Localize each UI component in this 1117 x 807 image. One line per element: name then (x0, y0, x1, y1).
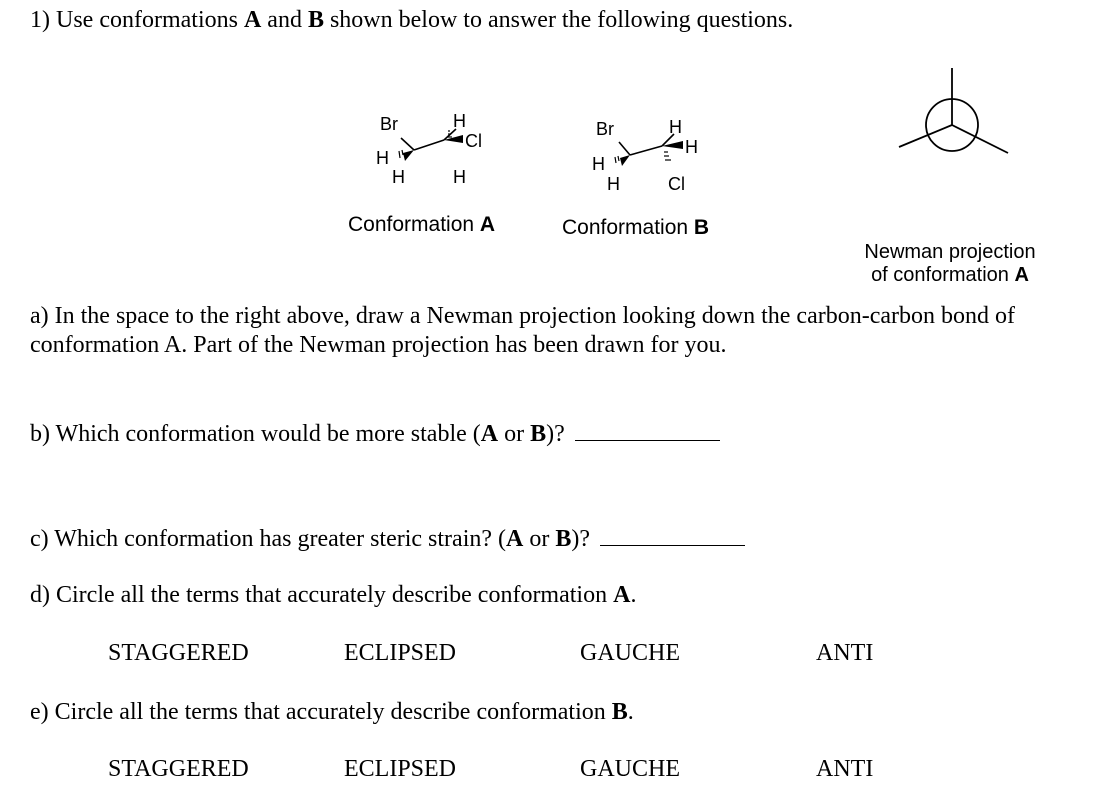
part-d-question: d) Circle all the terms that accurately describe conformation A. (30, 582, 637, 608)
caption-newman-line1: Newman projection (864, 241, 1036, 263)
part-b-question: b) Which conformation would be more stable (A or B)? (30, 418, 720, 449)
conformation-b-hash-down (664, 152, 671, 160)
term-d-anti[interactable]: ANTI (816, 640, 874, 666)
caption-newman (857, 241, 1043, 287)
term-d-eclipsed[interactable]: ECLIPSED (344, 640, 457, 666)
atom-b-h-top: H (669, 117, 682, 137)
part-a-line1: a) In the space to the right above, draw a Newman projection looking down the carbon-carbon bond of (30, 303, 1016, 329)
atom-b-cl: Cl (668, 174, 685, 194)
atom-a-h-top: H (453, 111, 466, 131)
atom-a-cl: Cl (465, 131, 482, 151)
conformation-a-wedge-left (403, 150, 414, 161)
part-e-question: e) Circle all the terms that accurately describe conformation B. (30, 699, 634, 725)
conformation-b-hash-left (615, 156, 619, 163)
conformation-a-wedge-right (444, 135, 463, 143)
term-e-anti[interactable]: ANTI (816, 756, 874, 782)
term-e-eclipsed[interactable]: ECLIPSED (344, 756, 457, 782)
atom-a-h-bottom-right: H (453, 167, 466, 187)
conformation-a-hash-left (399, 150, 403, 158)
part-a-line2: conformation A. Part of the Newman projection has been drawn for you. (30, 332, 727, 358)
part-c-answer-blank[interactable] (600, 523, 745, 546)
term-e-staggered[interactable]: STAGGERED (108, 756, 249, 782)
part-c-question: c) Which conformation has greater steric strain? (A or B)? (30, 523, 745, 554)
atom-a-h-bottom-left: H (392, 167, 405, 187)
newman-projection (899, 68, 1008, 153)
atom-b-h-bottom-left: H (607, 174, 620, 194)
atom-a-br: Br (380, 114, 398, 134)
term-e-gauche[interactable]: GAUCHE (580, 756, 680, 782)
atom-a-h-left: H (376, 148, 389, 168)
caption-newman-line2: of conformation A (871, 264, 1029, 286)
term-d-gauche[interactable]: GAUCHE (580, 640, 680, 666)
atom-b-h-right: H (685, 137, 698, 157)
atom-b-h-left: H (592, 154, 605, 174)
term-d-staggered[interactable]: STAGGERED (108, 640, 249, 666)
question-intro: 1) Use conformations A and B shown below to answer the following questions. (30, 7, 794, 33)
caption-conformation-b: Conformation B (562, 216, 710, 239)
part-b-answer-blank[interactable] (575, 418, 720, 441)
caption-conformation-a: Conformation A (348, 213, 496, 236)
atom-b-br: Br (596, 119, 614, 139)
conformation-b-wedge-left (620, 155, 630, 166)
